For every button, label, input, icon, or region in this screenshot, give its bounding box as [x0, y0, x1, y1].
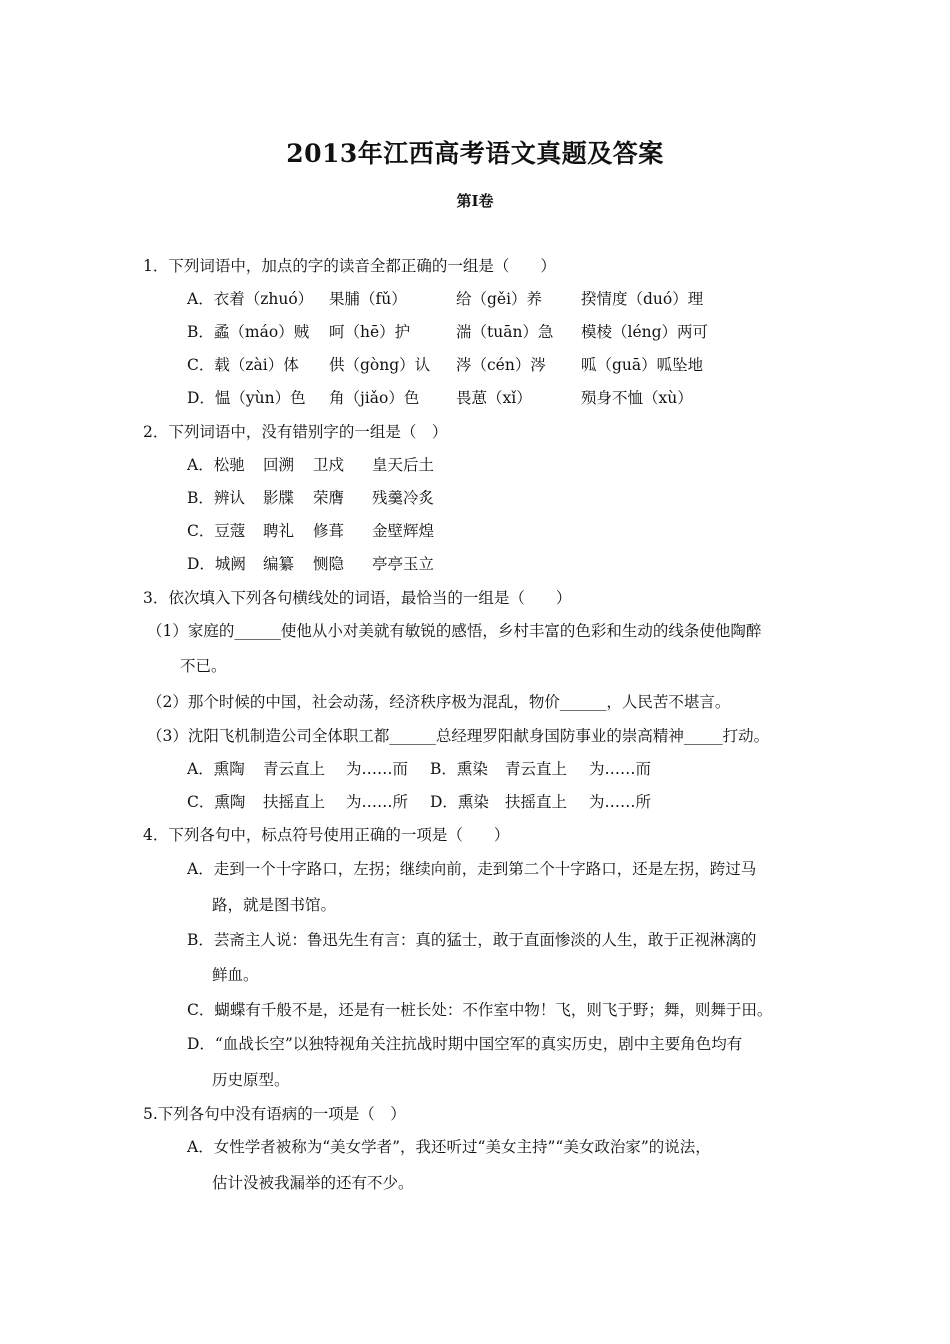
q3-a-word-3: 为……而: [346, 760, 409, 778]
q5-option-a-cont: 估计没被我漏举的还有不少。: [212, 1174, 414, 1192]
q1-c-word-1: C．载（zài）体: [187, 356, 299, 374]
question-1-stem: 1．下列词语中，加点的字的读音全都正确的一组是（ ）: [143, 257, 556, 275]
q4-option-b-cont: 鲜血。: [212, 966, 259, 984]
q3-sentence-3: （3）沈阳飞机制造公司全体职工都______总经理罗阳献身国防事业的崇高精神_____打动。: [147, 727, 770, 745]
q2-c-word-4: 金壁辉煌: [372, 522, 435, 540]
q1-a-word-4: 揆情度（duó）理: [581, 290, 704, 308]
q2-a-word-2: 回溯: [263, 456, 295, 474]
q1-c-word-3: 涔（cén）涔: [456, 356, 546, 374]
q3-d-word-1: D．熏染: [430, 793, 489, 811]
q4-option-a: A．走到一个十字路口，左拐；继续向前，走到第二个十字路口，还是左拐，跨过马: [187, 860, 757, 878]
q2-d-word-4: 亭亭玉立: [372, 555, 435, 573]
q2-b-word-3: 荣膺: [313, 489, 345, 507]
q3-c-word-2: 扶摇直上: [263, 793, 326, 811]
q1-option-c: [0, 354, 950, 376]
section-heading: 第Ⅰ卷: [456, 192, 494, 210]
q3-b-word-2: 青云直上: [505, 760, 568, 778]
q1-b-word-3: 湍（tuān）急: [456, 323, 554, 341]
q2-c-word-3: 修葺: [313, 522, 345, 540]
q3-c-word-1: C．熏陶: [187, 793, 246, 811]
q3-b-word-3: 为……而: [589, 760, 652, 778]
q4-option-a-cont: 路，就是图书馆。: [212, 896, 337, 914]
q1-b-word-2: 呵（hē）护: [329, 323, 411, 341]
q2-d-word-2: 编纂: [263, 555, 295, 573]
q4-option-d: D．“血战长空”以独特视角关注抗战时期中国空军的真实历史，剧中主要角色均有: [187, 1035, 743, 1053]
q3-sentence-1: （1）家庭的______使他从小对美就有敏锐的感悟，乡村丰富的色彩和生动的线条使他陶醉: [147, 622, 762, 640]
q3-options-row-1: [0, 758, 950, 780]
q2-c-word-1: C．豆蔻: [187, 522, 246, 540]
q2-a-word-1: A．松驰: [187, 456, 245, 474]
q1-d-word-1: D．愠（yùn）色: [187, 389, 306, 407]
q3-b-word-1: B．熏染: [430, 760, 488, 778]
question-5-stem: 5.下列各句中没有语病的一项是（ ）: [143, 1105, 406, 1123]
q2-b-word-4: 残羹冷炙: [372, 489, 435, 507]
q3-a-word-1: A．熏陶: [187, 760, 245, 778]
q1-option-d: [0, 387, 950, 409]
question-4-stem: 4．下列各句中，标点符号使用正确的一项是（ ）: [143, 826, 510, 844]
q4-option-d-cont: 历史原型。: [212, 1071, 290, 1089]
q1-a-word-2: 果脯（fǔ）: [329, 290, 407, 308]
q3-a-word-2: 青云直上: [263, 760, 326, 778]
q1-d-word-4: 殒身不恤（xù）: [581, 389, 693, 407]
q1-b-word-1: B．蟊（máo）贼: [187, 323, 310, 341]
q1-b-word-4: 模棱（léng）两可: [581, 323, 709, 341]
q2-option-b: [0, 487, 950, 509]
q2-d-word-1: D．城阙: [187, 555, 246, 573]
q5-option-a: A．女性学者被称为“美女学者”，我还听过“美女主持”“美女政治家”的说法，: [187, 1138, 711, 1156]
q4-option-b: B．芸斋主人说：鲁迅先生有言：真的猛士，敢于直面惨淡的人生，敢于正视淋漓的: [187, 931, 757, 949]
q1-d-word-3: 畏葸（xǐ）: [456, 389, 532, 407]
question-2-stem: 2．下列词语中，没有错别字的一组是（ ）: [143, 423, 448, 441]
page-title: 2013年江西高考语文真题及答案: [286, 139, 664, 168]
q3-c-word-3: 为……所: [346, 793, 409, 811]
q2-d-word-3: 恻隐: [313, 555, 345, 573]
question-3-stem: 3．依次填入下列各句横线处的词语，最恰当的一组是（ ）: [143, 589, 572, 607]
q2-a-word-3: 卫戍: [313, 456, 345, 474]
q1-c-word-4: 呱（guā）呱坠地: [581, 356, 704, 374]
q1-c-word-2: 供（gòng）认: [329, 356, 431, 374]
q3-options-row-2: [0, 791, 950, 813]
q1-a-word-3: 给（gěi）养: [456, 290, 543, 308]
q4-option-c: C．蝴蝶有千般不是，还是有一桩长处：不作室中物！飞，则飞于野；舞，则舞于田。: [187, 1001, 773, 1019]
q3-sentence-2: （2）那个时候的中国，社会动荡，经济秩序极为混乱，物价______，人民苦不堪言。: [147, 693, 731, 711]
q2-c-word-2: 聘礼: [263, 522, 295, 540]
q1-a-word-1: A．衣着（zhuó）: [187, 290, 314, 308]
q1-option-b: [0, 321, 950, 343]
q1-option-a: [0, 288, 950, 310]
q1-d-word-2: 角（jiǎo）色: [329, 389, 420, 407]
q2-option-c: [0, 520, 950, 542]
q2-option-d: [0, 553, 950, 575]
q3-d-word-3: 为……所: [589, 793, 652, 811]
q2-a-word-4: 皇天后土: [372, 456, 435, 474]
q3-d-word-2: 扶摇直上: [505, 793, 568, 811]
q2-b-word-1: B．辨认: [187, 489, 245, 507]
q2-b-word-2: 影牒: [263, 489, 295, 507]
q3-sentence-1-cont: 不已。: [180, 657, 227, 675]
q2-option-a: [0, 454, 950, 476]
